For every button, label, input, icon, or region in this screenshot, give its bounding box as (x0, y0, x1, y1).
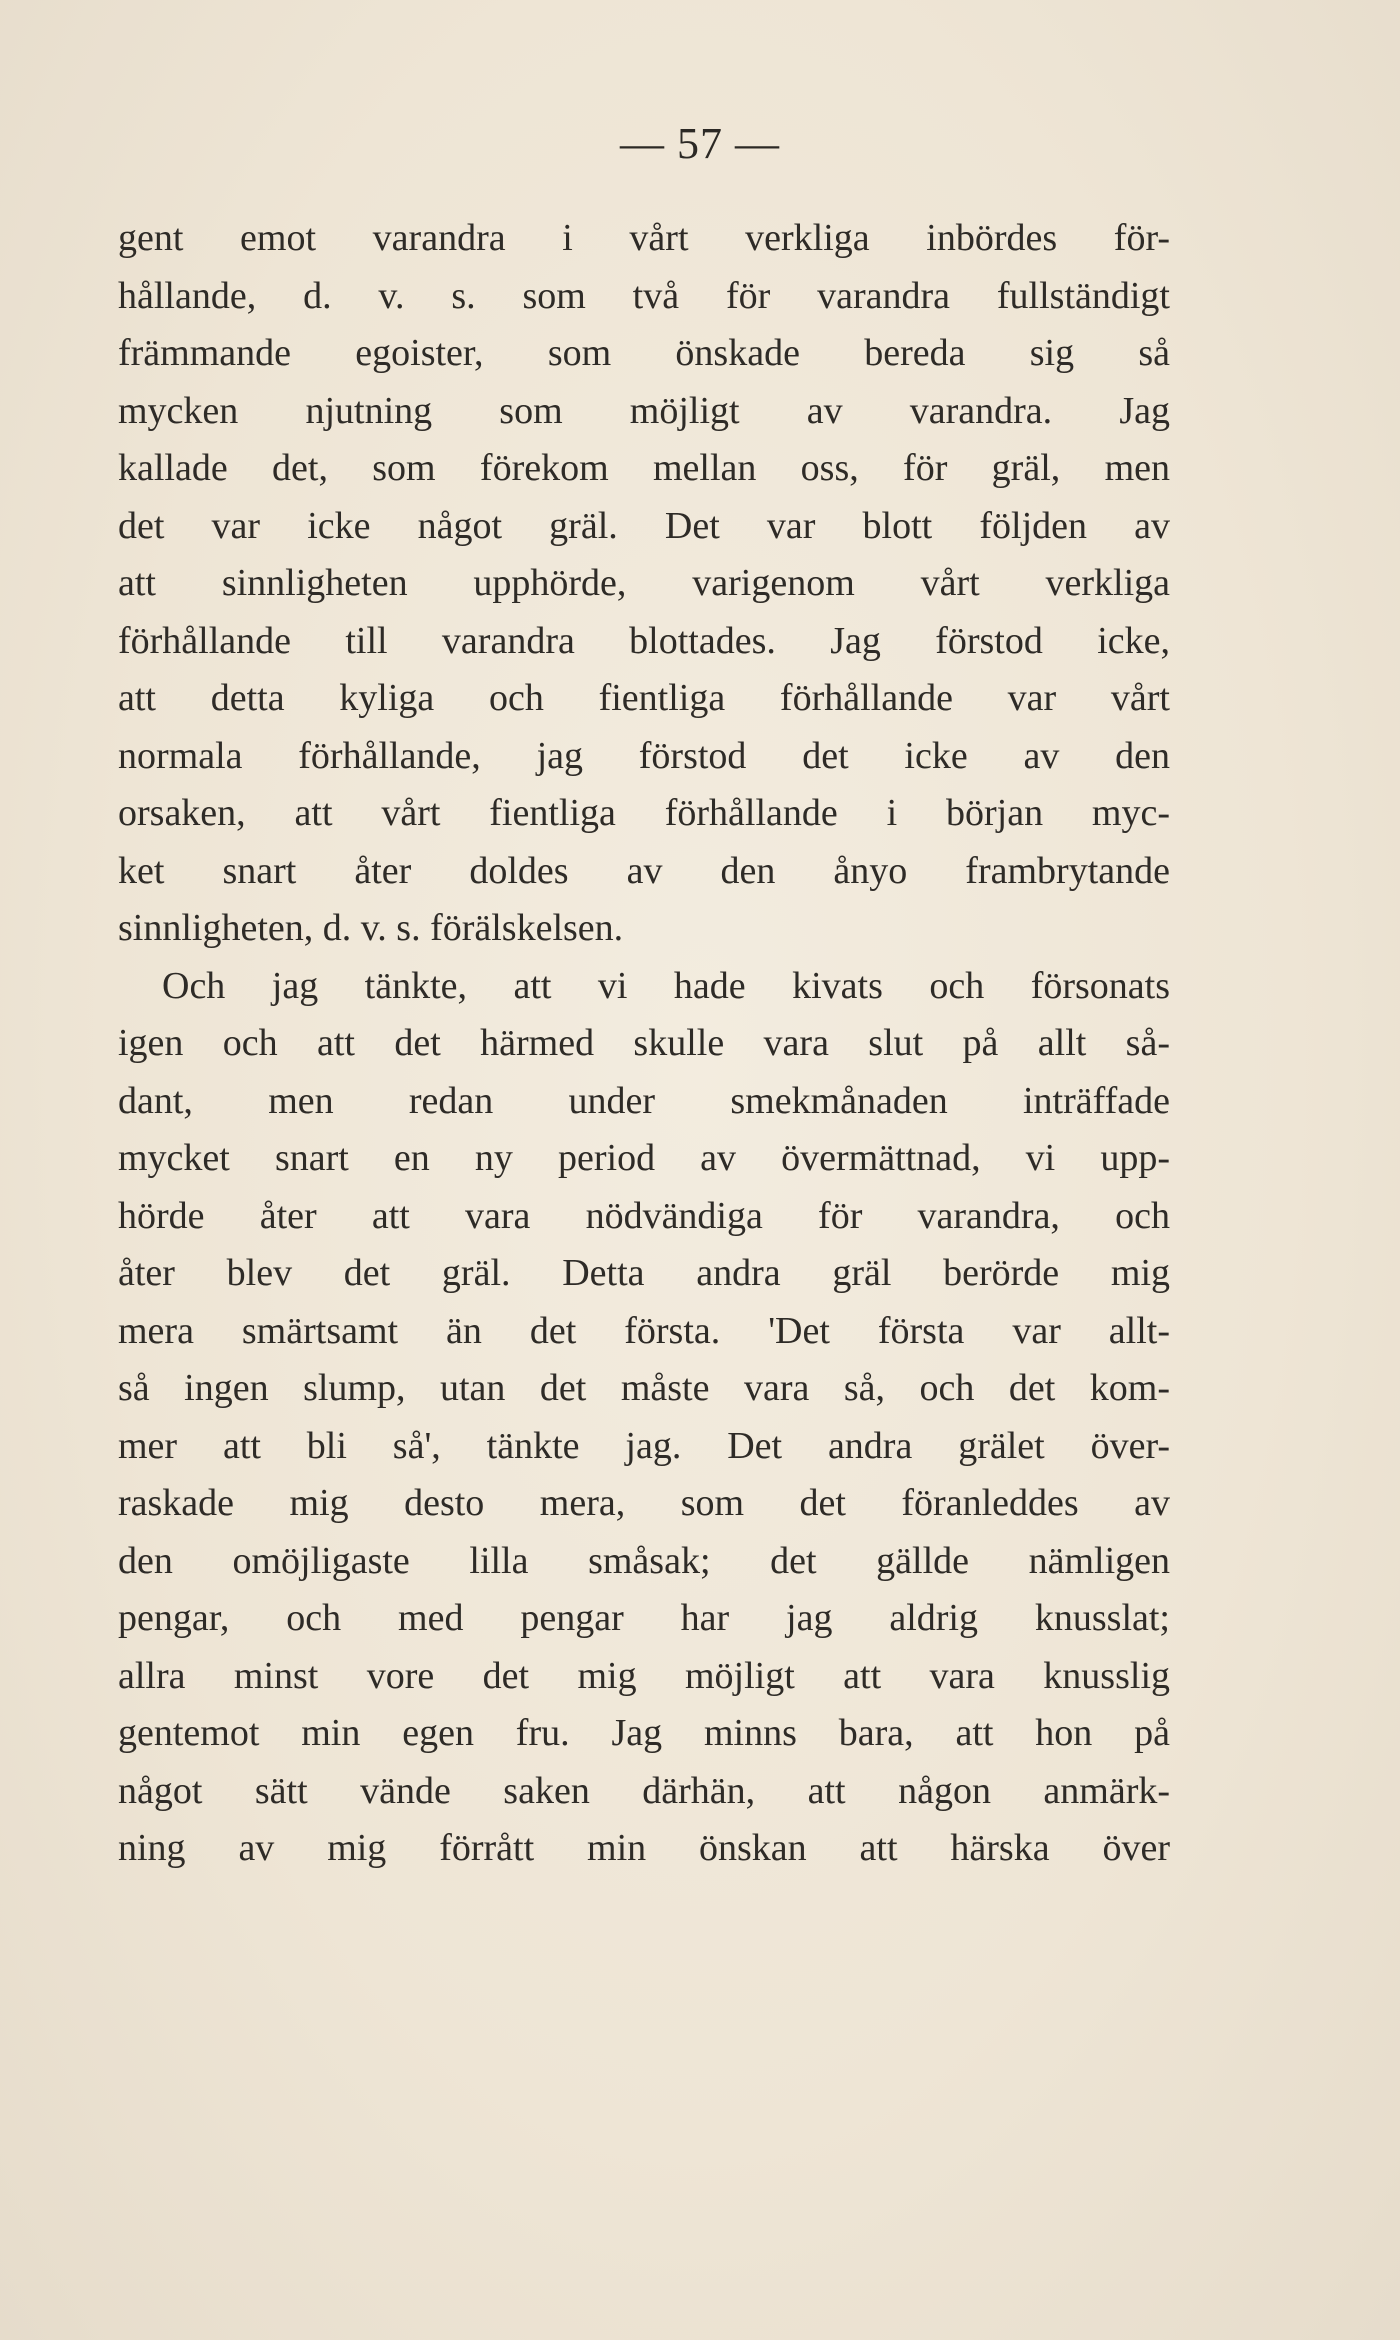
text-line: pengar, och med pengar har jag aldrig knusslat; (118, 1597, 1170, 1639)
text-line: det var icke något gräl. Det var blott följden av (118, 504, 1170, 547)
text-line: mycket snart en ny period av övermättnad, vi upp- (118, 1137, 1170, 1179)
page-number: — 57 — (620, 119, 780, 168)
text-line: den omöjligaste lilla småsak; det gällde nämligen (118, 1539, 1170, 1582)
text-line: igen och att det härmed skulle vara slut på allt så- (118, 1022, 1170, 1064)
text-line: mer att bli så', tänkte jag. Det andra grälet över- (118, 1424, 1170, 1467)
text-line: så ingen slump, utan det måste vara så, och det kom- (118, 1367, 1170, 1409)
text-line: allra minst vore det mig möjligt att vara knusslig (118, 1654, 1170, 1697)
text-line: något sätt vände saken därhän, att någon anmärk- (118, 1769, 1170, 1812)
text-line: kallade det, som förekom mellan oss, för gräl, men (118, 447, 1170, 489)
text-line: gent emot varandra i vårt verkliga inbördes för- (118, 217, 1170, 259)
text-line: mycken njutning som möjligt av varandra. Jag (118, 389, 1170, 432)
text-line: hörde åter att vara nödvändiga för varandra, och (118, 1194, 1170, 1237)
paragraph-start-line: Och jag tänkte, att vi hade kivats och försonats (162, 964, 1170, 1007)
text-line: ning av mig förrått min önskan att härska över (118, 1827, 1170, 1869)
text-line: åter blev det gräl. Detta andra gräl berörde mig (118, 1252, 1170, 1294)
text-line: att detta kyliga och fientliga förhållande var vårt (118, 677, 1170, 719)
text-line: hållande, d. v. s. som två för varandra fullständigt (118, 274, 1170, 317)
text-line: orsaken, att vårt fientliga förhållande i början myc- (118, 792, 1170, 834)
text-line: mera smärtsamt än det första. 'Det första var allt- (118, 1309, 1170, 1352)
text-line: att sinnligheten upphörde, varigenom vårt verkliga (118, 562, 1170, 604)
text-line: förhållande till varandra blottades. Jag förstod icke, (118, 619, 1170, 662)
paragraph-end-line: sinnligheten, d. v. s. förälskelsen. (118, 907, 624, 949)
text-line: främmande egoister, som önskade bereda sig så (118, 332, 1170, 374)
text-line: normala förhållande, jag förstod det icke av den (118, 734, 1170, 777)
text-line: ket snart åter doldes av den ånyo frambrytande (118, 849, 1170, 892)
text-line: raskade mig desto mera, som det föranleddes av (118, 1482, 1170, 1524)
text-line: dant, men redan under smekmånaden inträffade (118, 1079, 1170, 1122)
body-text (118, 210, 1170, 1878)
text-line: gentemot min egen fru. Jag minns bara, att hon på (118, 1712, 1170, 1754)
